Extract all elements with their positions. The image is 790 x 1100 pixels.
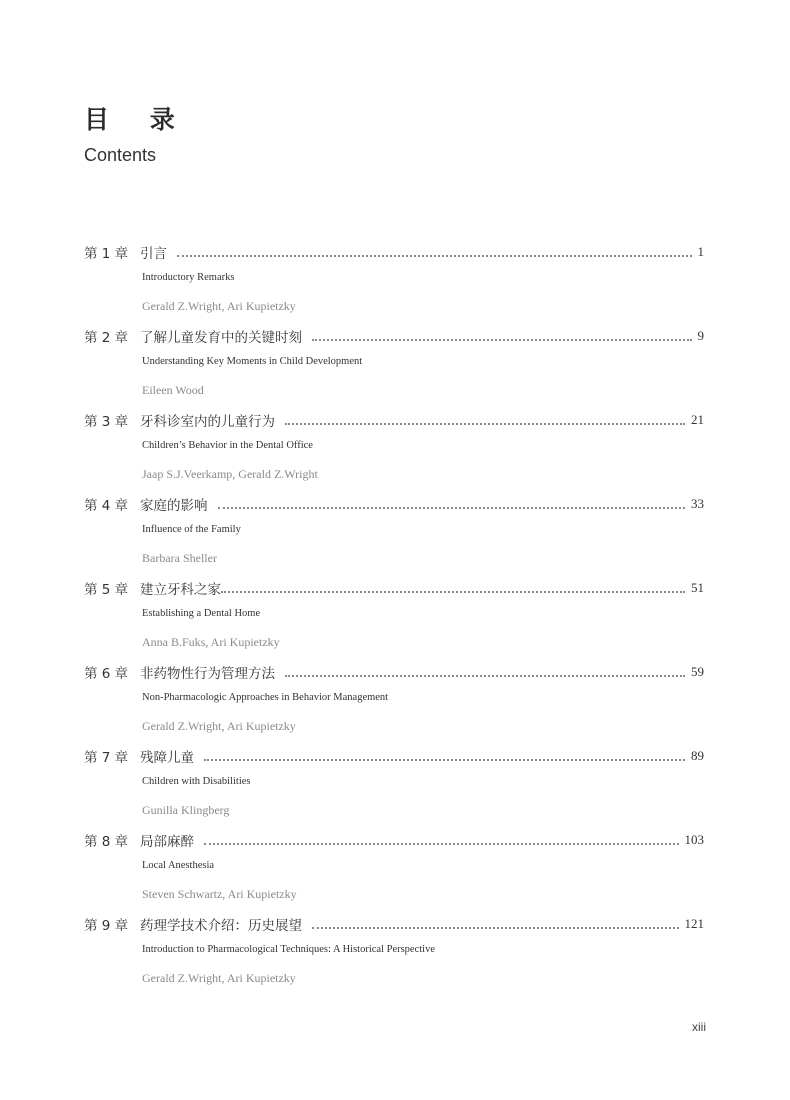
dot-leader (285, 663, 685, 677)
chapter-number: 第 7 章 (84, 750, 129, 766)
chapter-title[interactable]: 残障儿童 (140, 750, 194, 766)
page-number[interactable]: 103 (684, 832, 704, 847)
chapter-title[interactable]: 药理学技术介绍：历史展望 (140, 918, 302, 934)
page-number[interactable]: 1 (697, 244, 704, 259)
toc-entry[interactable] (84, 408, 704, 492)
toc-entry[interactable] (84, 828, 704, 912)
toc-entry-head[interactable] (84, 408, 704, 432)
chapter-number: 第 1 章 (84, 246, 129, 262)
chapter-english-title: Influence of the Family (142, 524, 241, 535)
chapter-number: 第 8 章 (84, 834, 129, 850)
dot-leader (204, 747, 685, 761)
chapter-authors: Gerald Z.Wright, Ari Kupietzky (142, 971, 296, 985)
chapter-title[interactable]: 局部麻醉 (140, 834, 194, 850)
chapter-title[interactable]: 家庭的影响 (140, 498, 208, 514)
chapter-number: 第 3 章 (84, 414, 129, 430)
chapter-title[interactable]: 牙科诊室内的儿童行为 (140, 414, 275, 430)
toc-entry-head[interactable] (84, 828, 704, 852)
page-subtitle: Contents (84, 145, 157, 165)
chapter-title[interactable]: 引言 (140, 246, 167, 262)
page-number[interactable]: 59 (691, 664, 704, 679)
dot-leader (312, 915, 679, 929)
toc-entry[interactable] (84, 660, 704, 744)
page-number[interactable]: 21 (691, 412, 704, 427)
toc-entry[interactable] (84, 492, 704, 576)
chapter-authors: Steven Schwartz, Ari Kupietzky (142, 887, 297, 901)
toc-entry-head[interactable] (84, 912, 704, 936)
toc-entry[interactable] (84, 576, 704, 660)
toc-entry-head[interactable] (84, 324, 704, 348)
page-number[interactable]: 121 (684, 916, 704, 931)
chapter-title[interactable]: 建立牙科之家 (140, 582, 221, 598)
toc-entry-head[interactable] (84, 492, 704, 516)
dot-leader (177, 243, 692, 257)
page-number[interactable]: 89 (691, 748, 704, 763)
dot-leader (312, 327, 692, 341)
chapter-english-title: Children’s Behavior in the Dental Office (142, 440, 313, 451)
page-number[interactable]: 51 (691, 580, 704, 595)
toc-entry-head[interactable] (84, 240, 704, 264)
chapter-english-title: Introduction to Pharmacological Techniques: A Historical Perspective (142, 944, 436, 955)
toc-entry[interactable] (84, 912, 704, 996)
chapter-english-title: Establishing a Dental Home (142, 608, 261, 619)
chapter-number: 第 5 章 (84, 582, 129, 598)
chapter-english-title: Understanding Key Moments in Child Development (142, 356, 363, 367)
chapter-title[interactable]: 非药物性行为管理方法 (140, 666, 275, 682)
toc-entry-head[interactable] (84, 576, 704, 600)
page-folio: xiii (692, 1020, 706, 1034)
dot-leader (285, 411, 685, 425)
chapter-english-title: Local Anesthesia (142, 860, 215, 871)
chapter-number: 第 2 章 (84, 330, 129, 346)
chapter-authors: Anna B.Fuks, Ari Kupietzky (142, 635, 280, 649)
chapter-authors: Barbara Sheller (142, 551, 217, 565)
chapter-english-title: Children with Disabilities (142, 776, 251, 787)
page-title: 目 录 (84, 105, 191, 134)
page-number[interactable]: 9 (697, 328, 704, 343)
chapter-number: 第 9 章 (84, 918, 129, 934)
chapter-english-title: Non-Pharmacologic Approaches in Behavior Management (142, 692, 389, 703)
table-of-contents (84, 240, 704, 996)
toc-entry-head[interactable] (84, 744, 704, 768)
dot-leader (221, 579, 685, 593)
chapter-number: 第 6 章 (84, 666, 129, 682)
page-number[interactable]: 33 (691, 496, 704, 511)
chapter-authors: Gunilla Klingberg (142, 803, 230, 817)
chapter-number: 第 4 章 (84, 498, 129, 514)
toc-entry[interactable] (84, 744, 704, 828)
toc-entry[interactable] (84, 324, 704, 408)
chapter-authors: Gerald Z.Wright, Ari Kupietzky (142, 719, 296, 733)
chapter-authors: Jaap S.J.Veerkamp, Gerald Z.Wright (142, 467, 318, 481)
chapter-authors: Eileen Wood (142, 383, 204, 397)
toc-entry[interactable] (84, 240, 704, 324)
chapter-english-title: Introductory Remarks (142, 272, 235, 283)
chapter-authors: Gerald Z.Wright, Ari Kupietzky (142, 299, 296, 313)
chapter-title[interactable]: 了解儿童发育中的关键时刻 (140, 330, 302, 346)
toc-entry-head[interactable] (84, 660, 704, 684)
dot-leader (204, 831, 679, 845)
dot-leader (218, 495, 686, 509)
